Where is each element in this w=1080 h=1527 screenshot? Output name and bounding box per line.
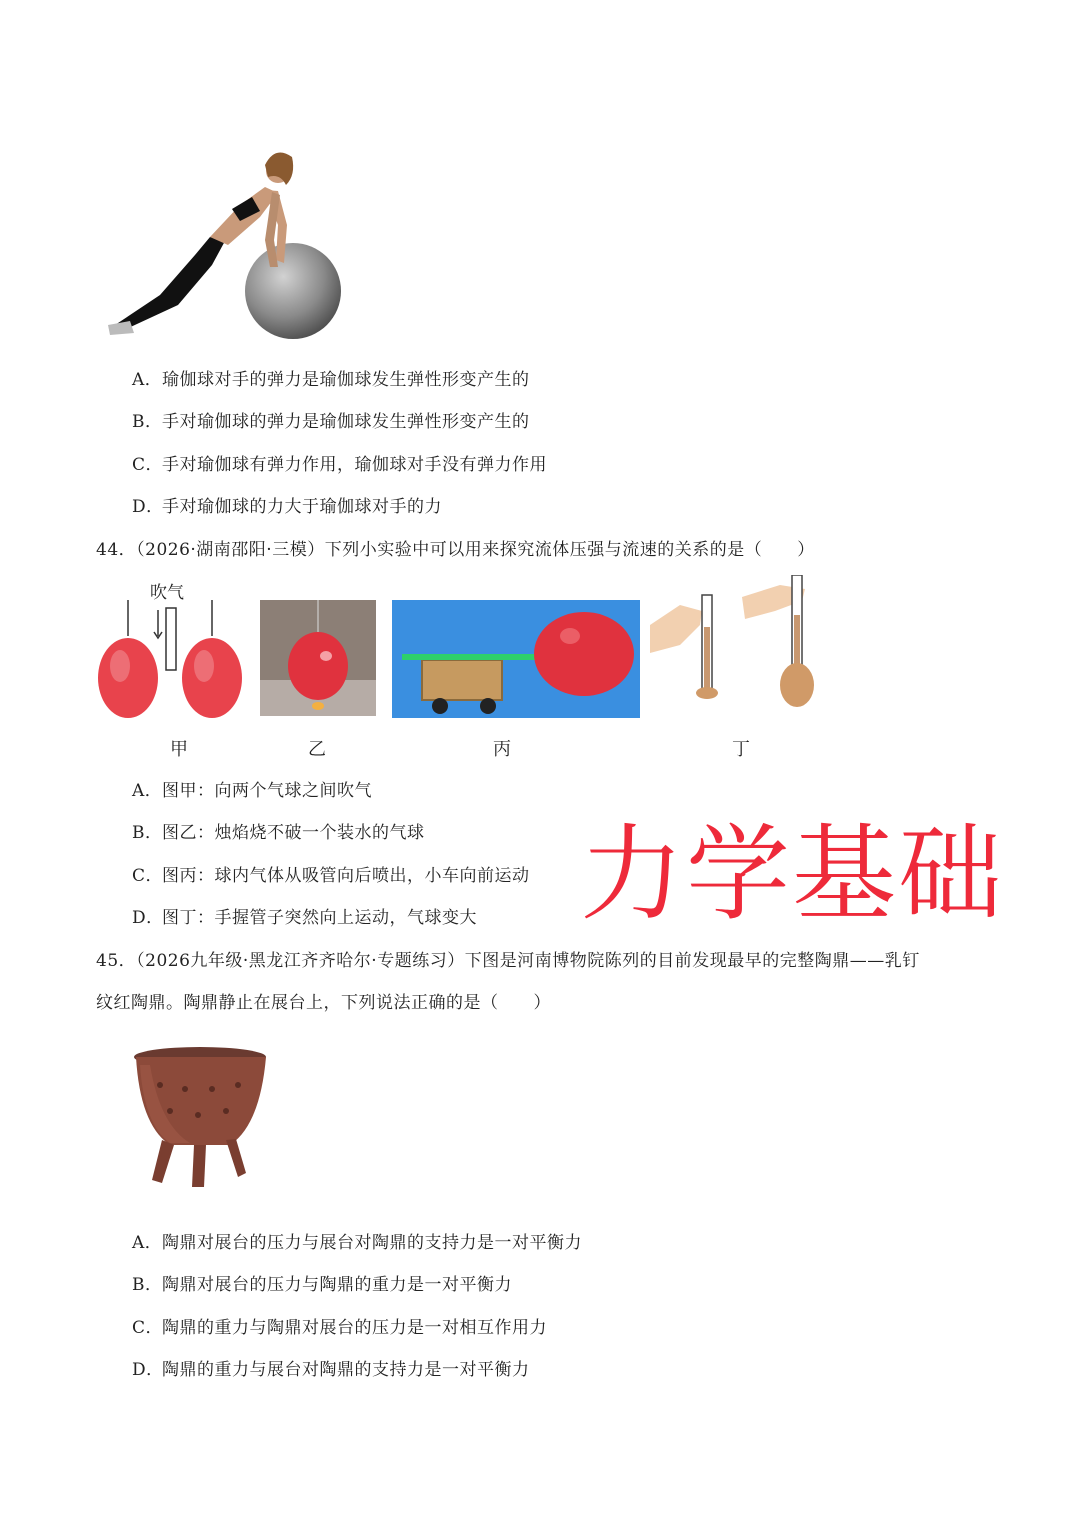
q44-option-a[interactable]	[132, 776, 372, 801]
q44-stem: 44．（2026·湖南邵阳·三模）下列小实验中可以用来探究流体压强与流速的关系的是（ ）	[96, 540, 815, 560]
yoga-ball	[245, 243, 341, 339]
pottery-ding-figure	[130, 1045, 272, 1190]
option-key: C．	[132, 866, 164, 886]
q44-option-b[interactable]	[132, 818, 425, 843]
option-key: A．	[132, 781, 163, 801]
option-text: 瑜伽球对手的弹力是瑜伽球发生弹性形变产生的	[162, 370, 530, 390]
option-key: A．	[132, 1233, 163, 1253]
figure-yi	[260, 600, 376, 716]
q43-option-a[interactable]	[132, 365, 530, 390]
watermark-title: 力学基础	[580, 813, 1005, 935]
option-text: 图乙：烛焰烧不破一个装水的气球	[162, 823, 425, 843]
q45-option-a[interactable]	[132, 1228, 582, 1253]
option-key: B．	[132, 412, 163, 432]
option-key: B．	[132, 1275, 163, 1295]
balloon-right	[182, 638, 242, 718]
option-text: 陶鼎的重力与陶鼎对展台的压力是一对相互作用力	[162, 1318, 547, 1338]
option-key: A．	[132, 370, 163, 390]
figure-jia	[98, 578, 248, 723]
option-text: 图丁：手握管子突然向上运动，气球变大	[162, 908, 477, 928]
q44-option-c[interactable]	[132, 861, 530, 886]
option-text: 手对瑜伽球有弹力作用，瑜伽球对手没有弹力作用	[162, 455, 547, 475]
option-text: 手对瑜伽球的弹力是瑜伽球发生弹性形变产生的	[162, 412, 530, 432]
option-key: D．	[132, 1360, 164, 1380]
option-text: 陶鼎对展台的压力与陶鼎的重力是一对平衡力	[162, 1275, 512, 1295]
option-key: D．	[132, 908, 164, 928]
option-text: 陶鼎对展台的压力与展台对陶鼎的支持力是一对平衡力	[162, 1233, 582, 1253]
option-key: D．	[132, 497, 164, 517]
caption-yi: 乙	[308, 739, 326, 760]
blow-label: 吹气	[150, 583, 184, 603]
caption-bing: 丙	[493, 739, 511, 760]
yoga-ball-figure	[100, 145, 350, 340]
figure-ding	[650, 575, 825, 710]
option-text: 图丙：球内气体从吸管向后喷出，小车向前运动	[162, 866, 530, 886]
option-text: 陶鼎的重力与展台对陶鼎的支持力是一对平衡力	[162, 1360, 530, 1380]
q43-option-b[interactable]	[132, 407, 530, 432]
q45-stem-line2: 纹红陶鼎。陶鼎静止在展台上，下列说法正确的是（ ）	[96, 993, 551, 1013]
straw	[166, 608, 176, 670]
q45-option-d[interactable]	[132, 1355, 530, 1380]
q45-option-c[interactable]	[132, 1313, 547, 1338]
q45-stem-line1: 45．（2026九年级·黑龙江齐齐哈尔·专题练习）下图是河南博物院陈列的目前发现最早的完整陶鼎——乳钉	[96, 951, 920, 971]
q45-option-b[interactable]	[132, 1270, 512, 1295]
option-key: C．	[132, 1318, 164, 1338]
figure-bing	[392, 600, 640, 718]
option-text: 手对瑜伽球的力大于瑜伽球对手的力	[162, 497, 442, 517]
option-text: 图甲：向两个气球之间吹气	[162, 781, 372, 801]
balloon-left	[98, 638, 158, 718]
q44-option-d[interactable]	[132, 903, 477, 928]
q43-option-c[interactable]	[132, 450, 547, 475]
caption-jia: 甲	[170, 739, 188, 760]
q43-option-d[interactable]	[132, 492, 442, 517]
option-key: C．	[132, 455, 164, 475]
option-key: B．	[132, 823, 163, 843]
caption-ding: 丁	[732, 739, 750, 760]
